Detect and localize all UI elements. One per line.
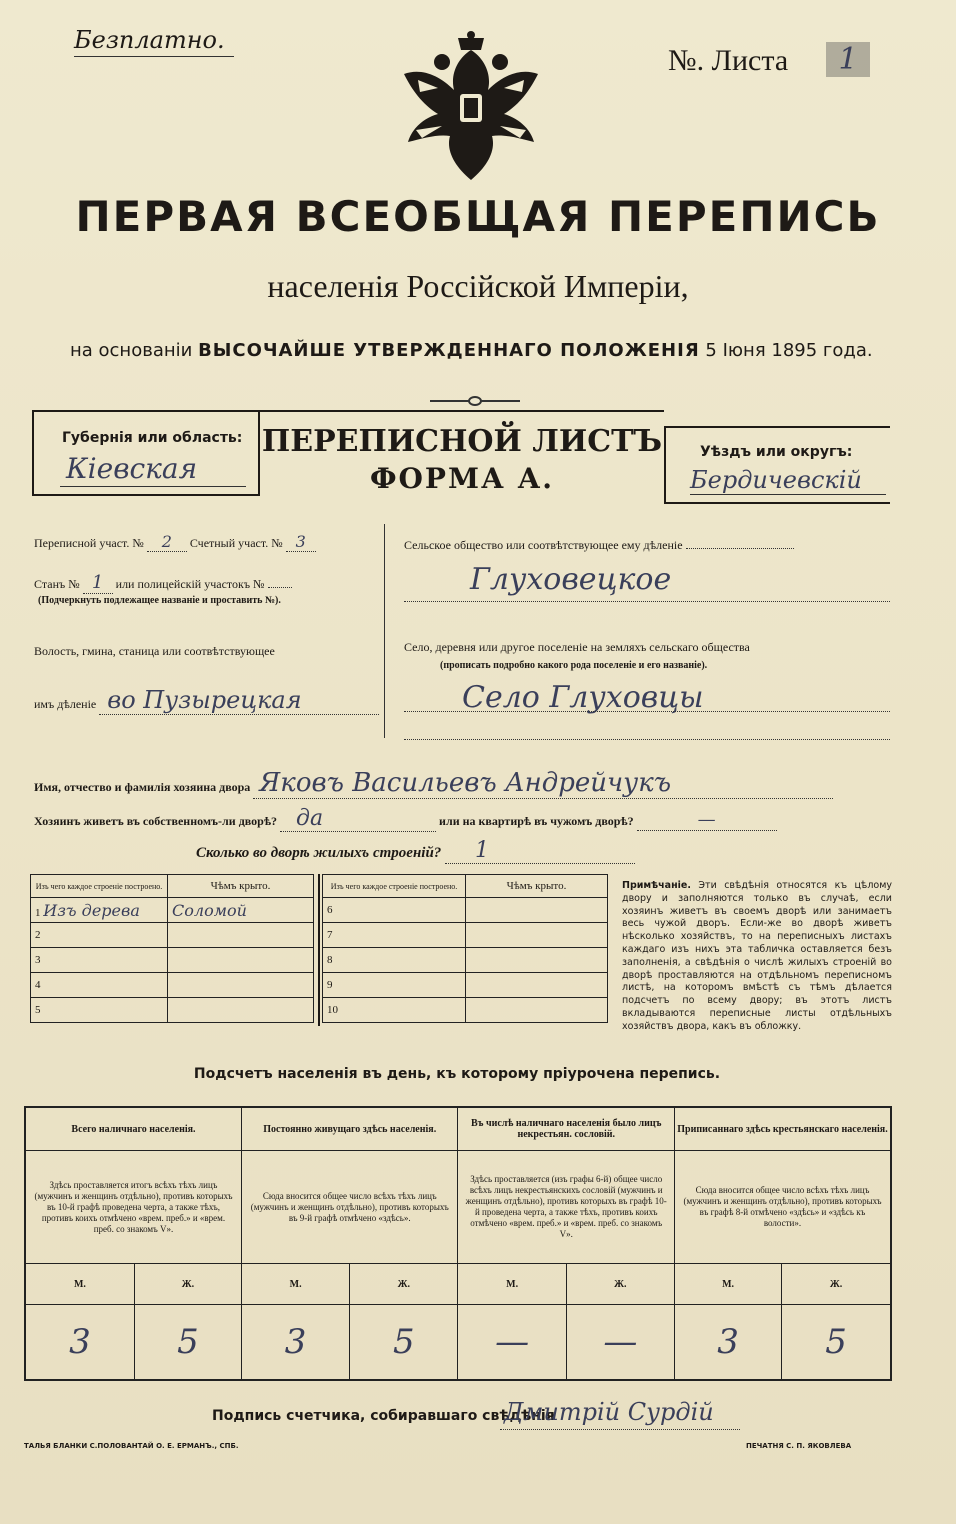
printer-left: ТАЛЬЯ БЛАНКИ С.ПОЛОВАНТАЙ О. Е. ЕРМАНЪ., СПБ. xyxy=(24,1442,239,1450)
table-row: 4 xyxy=(31,973,314,998)
own-yard-line xyxy=(34,806,777,832)
table-row: 5 xyxy=(31,998,314,1023)
volost-label-1: Волость, гмина, станица или соотвѣтствующее xyxy=(34,644,275,658)
stan-note: (Подчеркнуть подлежащее названіе и проставить №). xyxy=(38,595,281,606)
male-label: М. xyxy=(241,1264,349,1305)
rent-value: — xyxy=(637,809,777,831)
pop-total-female: 5 xyxy=(134,1305,241,1381)
volost-label-2: имъ дѣленіе xyxy=(34,697,97,711)
census-district-label: Переписной участ. № xyxy=(34,536,144,550)
table-row: 2 xyxy=(31,923,314,948)
society-label-text: Сельское общество или соотвѣтствующее ему дѣленіе xyxy=(404,538,683,552)
structures-table-right xyxy=(322,874,608,1023)
basis-line xyxy=(70,340,873,361)
free-underline xyxy=(74,56,234,57)
population-title: Подсчетъ населенія въ день, къ которому пріурочена перепись. xyxy=(193,1066,721,1082)
rent-label: или на квартирѣ въ чужомъ дворѣ? xyxy=(439,814,634,828)
ornament-divider xyxy=(430,396,520,406)
col-material-right: Изъ чего каждое строеніе построено. xyxy=(323,875,466,898)
female-label: Ж. xyxy=(134,1264,241,1305)
free-label: Безплатно. xyxy=(74,26,225,54)
structures-note xyxy=(622,880,892,1034)
owner-value: Яковъ Васильевъ Андрейчукъ xyxy=(253,768,833,799)
female-label: Ж. xyxy=(782,1264,891,1305)
sheet-number-value: 1 xyxy=(826,42,870,77)
pop-total-male: 3 xyxy=(25,1305,134,1381)
pop-nonpeasant-male: — xyxy=(458,1305,566,1381)
pop-col-2-header: Постоянно живущаго здѣсь населенія. xyxy=(241,1107,458,1151)
buildings-label: Сколько во дворѣ жилыхъ строеній? xyxy=(196,845,442,861)
population-table xyxy=(24,1106,892,1381)
stan-label: Станъ № xyxy=(34,577,80,591)
printer-right: ПЕЧАТНЯ С. П. ЯКОВЛЕВА xyxy=(746,1442,852,1450)
stan-suffix: или полицейскій участокъ № xyxy=(115,577,265,591)
district-line xyxy=(34,532,316,552)
structures-table-left xyxy=(30,874,314,1023)
pop-col-4-header: Приписаннаго здѣсь крестьянскаго населенія. xyxy=(674,1107,891,1151)
stan-value: 1 xyxy=(83,572,113,594)
own-yard-value: да xyxy=(280,806,436,832)
owner-label: Имя, отчество и фамилія хозяина двора xyxy=(34,780,251,794)
pop-peasant-male: 3 xyxy=(674,1305,781,1381)
pop-col-1-desc: Здѣсь проставляется итогъ всѣхъ тѣхъ лицъ (мужчинъ и женщинъ отдѣльно), противъ которыхъ въ 10-й графѣ проведена черта, а также тѣхъ, противъ коихъ отмѣчено «врем. преб.» и «врем. преб. со знакомъ V». xyxy=(25,1151,241,1264)
table-row: 1 Изъ дерева Соломой xyxy=(31,898,314,923)
page-title: ПЕРВАЯ ВСЕОБЩАЯ ПЕРЕПИСЬ xyxy=(75,192,881,241)
note-text: Эти свѣдѣнія относятся къ цѣлому двору и заполняются только въ случаѣ, если хозяинъ живетъ въ своемъ дворѣ или занимаетъ весь чужой дворъ. Если-же во дворѣ живетъ нѣсколько хозяйствъ, то на переписныхъ листахъ каждаго изъ нихъ эта табличка оставляется безъ заполненія, а свѣдѣнія о числѣ жилыхъ строеній во дворѣ проставляются на отдѣльномъ переписномъ листѣ, на которомъ вмѣстѣ съ тѣмъ дѣлается подсчетъ по всему двору; въ этотъ листъ вкладываются переписные листы отдѣльныхъ хозяйствъ двора, какъ въ обложку. xyxy=(622,880,892,1032)
pop-permanent-female: 5 xyxy=(350,1305,458,1381)
female-label: Ж. xyxy=(350,1264,458,1305)
pop-col-3-desc: Здѣсь проставляется (изъ графы 6-й) общее число всѣхъ лицъ некрестьянскихъ сословій (мужчинъ и женщинъ отдѣльно), противъ которыхъ въ графѣ 10-й проведена черта, а также тѣхъ, противъ коихъ отмѣчено «врем. преб.» и «врем. преб. со знакомъ V». xyxy=(458,1151,675,1264)
male-label: М. xyxy=(674,1264,781,1305)
basis-date: 5 Іюня 1895 года. xyxy=(705,340,873,361)
basis-prefix: на основаніи xyxy=(70,340,193,361)
count-district-value: 3 xyxy=(286,532,316,552)
volost-line xyxy=(34,686,379,715)
table-row: 8 xyxy=(323,948,608,973)
col-material-left: Изъ чего каждое строеніе построено. xyxy=(31,875,168,898)
sheet-number-label: №. Листа xyxy=(668,44,789,77)
society-value: Глуховецкое xyxy=(470,562,672,597)
col-roof-right: Чѣмъ крыто. xyxy=(466,875,608,898)
male-label: М. xyxy=(25,1264,134,1305)
double-headed-eagle-icon xyxy=(398,30,544,186)
table-row: 6 xyxy=(323,898,608,923)
table-row: 9 xyxy=(323,973,608,998)
col-roof-left: Чѣмъ крыто. xyxy=(168,875,314,898)
pop-col-4-desc: Сюда вносится общее число всѣхъ тѣхъ лицъ (мужчинъ и женщинъ отдѣльно), противъ которыхъ въ графѣ 8-й отмѣчено «здѣсь» и «здѣсь къ волости». xyxy=(674,1151,891,1264)
basis-main: ВЫСОЧАЙШЕ УТВЕРЖДЕННАГО ПОЛОЖЕНІЯ xyxy=(198,340,700,361)
village-value: Село Глуховцы xyxy=(462,680,704,715)
guberniya-value: Кіевская xyxy=(66,452,198,485)
village-label: Село, деревня или другое поселеніе на земляхъ сельскаго общества xyxy=(404,640,750,654)
pop-peasant-female: 5 xyxy=(782,1305,891,1381)
table-row: 7 xyxy=(323,923,608,948)
volost-value: во Пузырецкая xyxy=(99,686,379,715)
buildings-line xyxy=(196,838,635,864)
pop-col-3-header: Въ числѣ наличнаго населенія было лицъ некрестьян. сословій. xyxy=(458,1107,675,1151)
page-subtitle: населенія Россійской Имперіи, xyxy=(267,268,689,304)
uezd-label: Уѣздъ или округъ: xyxy=(700,444,853,460)
pop-col-1-header: Всего наличнаго населенія. xyxy=(25,1107,241,1151)
buildings-value: 1 xyxy=(445,838,635,864)
village-note: (прописать подробно какого рода поселеніе и его названіе). xyxy=(440,660,708,671)
pop-col-2-desc: Сюда вносится общее число всѣхъ тѣхъ лицъ (мужчинъ и женщинъ отдѣльно), противъ которыхъ въ 9-й графѣ отмѣчено «здѣсь». xyxy=(241,1151,458,1264)
guberniya-label: Губернія или область: xyxy=(62,430,243,446)
pop-nonpeasant-female: — xyxy=(566,1305,674,1381)
society-label xyxy=(404,538,794,553)
pop-permanent-male: 3 xyxy=(241,1305,349,1381)
signature-value: Дмитрій Сурдій xyxy=(504,1398,714,1426)
own-yard-label: Хозяинъ живетъ въ собственномъ-ли дворѣ? xyxy=(34,814,278,828)
table-row: 3 xyxy=(31,948,314,973)
note-title: Примѣчаніе. xyxy=(622,880,691,891)
owner-line xyxy=(34,768,833,799)
census-district-value: 2 xyxy=(147,532,187,552)
female-label: Ж. xyxy=(566,1264,674,1305)
form-title: ПЕРЕПИСНОЙ ЛИСТЪ xyxy=(261,424,663,459)
table-row: 10 xyxy=(323,998,608,1023)
stan-line xyxy=(34,572,292,594)
uezd-value: Бердичевскій xyxy=(690,466,862,494)
form-name: ФОРМА А. xyxy=(369,462,555,495)
signature-label: Подпись счетчика, собиравшаго свѣдѣнія xyxy=(212,1408,555,1424)
male-label: М. xyxy=(458,1264,566,1305)
count-district-label: Счетный участ. № xyxy=(189,536,283,550)
